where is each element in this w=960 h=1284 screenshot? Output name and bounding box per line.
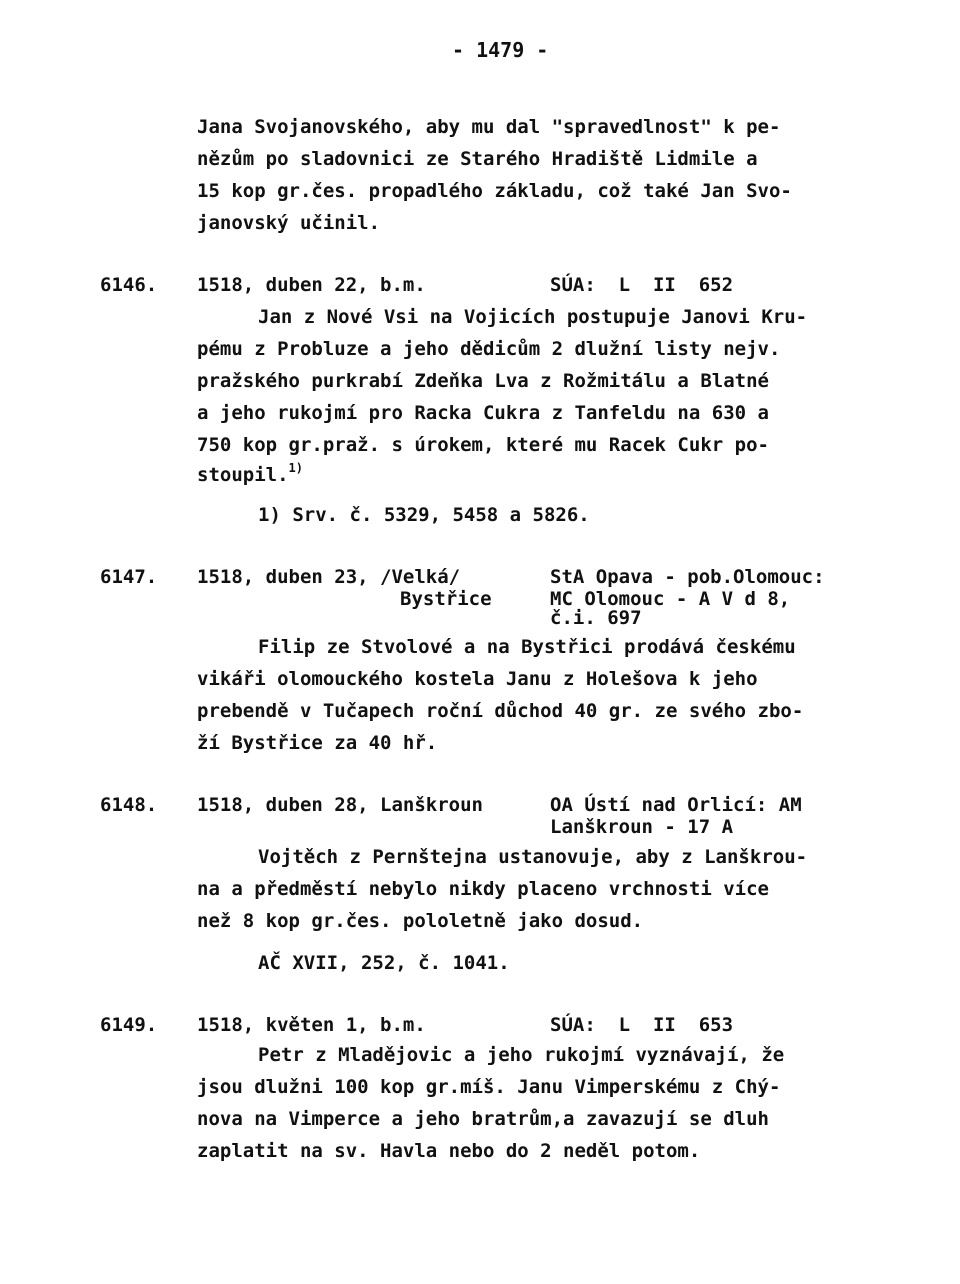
entry-source: Lanškroun - 17 A	[550, 816, 734, 838]
entry-source: OA Ústí nad Orlicí: AM	[550, 794, 802, 816]
page-number: - 1479 -	[452, 38, 549, 62]
text-line: 750 kop gr.praž. s úrokem, které mu Racek Cukr po-	[197, 434, 769, 456]
entry-date: 1518, duben 22, b.m.	[197, 274, 426, 296]
text-line: ží Bystřice za 40 hř.	[197, 732, 438, 754]
text-line	[197, 461, 303, 486]
text-line: než 8 kop gr.čes. pololetně jako dosud.	[197, 910, 644, 932]
text-line: nězům po sladovnici ze Starého Hradiště Lidmile a	[197, 148, 758, 170]
text-line: a jeho rukojmí pro Racka Cukra z Tanfeldu na 630 a	[197, 402, 769, 424]
reference: AČ XVII, 252, č. 1041.	[258, 952, 510, 974]
footnote: 1) Srv. č. 5329, 5458 a 5826.	[258, 504, 590, 526]
text-line: na a předměstí nebylo nikdy placeno vrchnosti více	[197, 878, 769, 900]
entry-place: Bystřice	[400, 588, 492, 610]
text-line: zaplatit na sv. Havla nebo do 2 neděl potom.	[197, 1140, 701, 1162]
entry-date: 1518, duben 23, /Velká/	[197, 566, 461, 588]
entry-number: 6148.	[100, 794, 158, 816]
text-line: prebendě v Tučapech roční důchod 40 gr. ze svého zbo-	[197, 700, 804, 722]
footnote-mark: 1)	[288, 461, 303, 475]
entry-number: 6147.	[100, 566, 158, 588]
text-line: vikáři olomouckého kostela Janu z Holešova k jeho	[197, 668, 758, 690]
entry-source: SÚA: L II 653	[550, 1014, 734, 1036]
entry-number: 6146.	[100, 274, 158, 296]
text-span: stoupil.	[197, 464, 289, 486]
text-line: nova na Vimperce a jeho bratrům,a zavazují se dluh	[197, 1108, 769, 1130]
text-line: Jan z Nové Vsi na Vojicích postupuje Janovi Kru-	[258, 306, 808, 328]
text-line: janovský učinil.	[197, 212, 381, 234]
text-line: Filip ze Stvolové a na Bystřici prodává českému	[258, 636, 796, 658]
entry-date: 1518, duben 28, Lanškroun	[197, 794, 483, 816]
text-line: pému z Probluze a jeho dědicům 2 dlužní listy nejv.	[197, 338, 781, 360]
text-line: pražského purkrabí Zdeňka Lva z Rožmitálu a Blatné	[197, 370, 769, 392]
text-line: jsou dlužni 100 kop gr.míš. Janu Vimperskému z Chý-	[197, 1076, 781, 1098]
text-line: 15 kop gr.čes. propadlého základu, což také Jan Svo-	[197, 180, 792, 202]
text-line: Petr z Mladějovic a jeho rukojmí vyznávají, že	[258, 1044, 785, 1066]
entry-number: 6149.	[100, 1014, 158, 1036]
entry-source: StA Opava - pob.Olomouc:	[550, 566, 825, 588]
text-line: Vojtěch z Pernštejna ustanovuje, aby z Lanškrou-	[258, 846, 808, 868]
text-line: Jana Svojanovského, aby mu dal "spravedlnost" k pe-	[197, 116, 781, 138]
entry-date: 1518, květen 1, b.m.	[197, 1014, 426, 1036]
entry-source: č.i. 697	[550, 607, 642, 629]
entry-source: MC Olomouc - A V d 8,	[550, 588, 791, 610]
entry-source: SÚA: L II 652	[550, 274, 734, 296]
